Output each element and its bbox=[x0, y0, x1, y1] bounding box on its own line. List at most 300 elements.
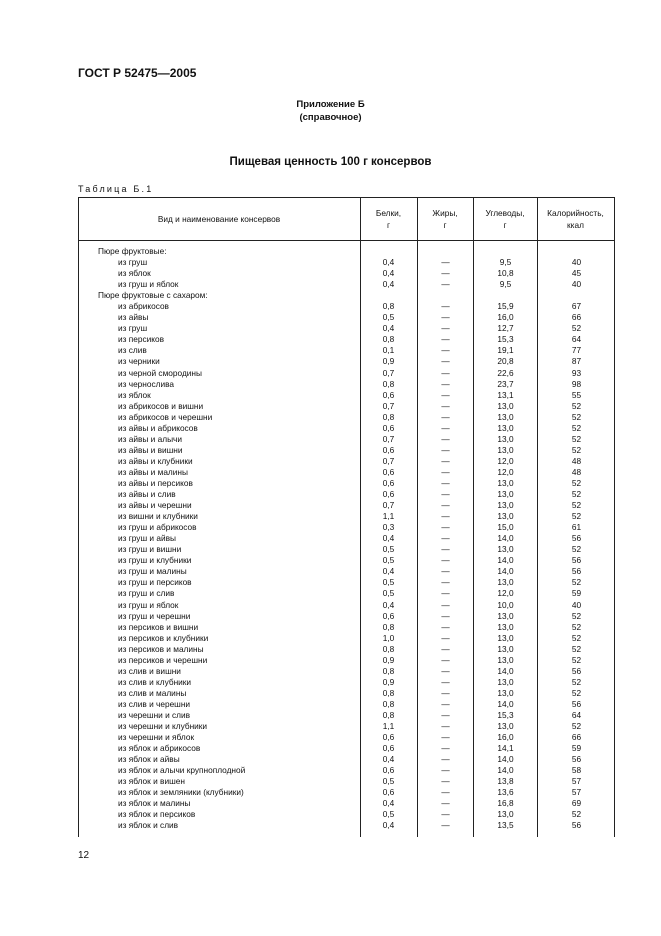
table-row bbox=[78, 456, 615, 467]
calories-value: 67 bbox=[571, 301, 582, 312]
calories-value: 66 bbox=[571, 732, 582, 743]
carbs-value: 16,0 bbox=[497, 732, 514, 743]
carbs-value: 23,7 bbox=[497, 378, 514, 389]
header-divider bbox=[78, 240, 615, 241]
product-name: из груш и яблок bbox=[118, 599, 179, 610]
table-label: Таблица Б.1 bbox=[78, 184, 154, 194]
table-row bbox=[78, 390, 615, 401]
product-name: из персиков и черешни bbox=[118, 654, 208, 665]
fat-value: — bbox=[441, 511, 450, 522]
protein-value: 0,1 bbox=[382, 345, 395, 356]
table-row bbox=[78, 478, 615, 489]
protein-value: 0,7 bbox=[382, 500, 395, 511]
fat-value: — bbox=[441, 367, 450, 378]
fat-value: — bbox=[441, 466, 450, 477]
product-name: из абрикосов и черешни bbox=[118, 411, 213, 422]
fat-value: — bbox=[441, 820, 450, 831]
calories-value: 61 bbox=[571, 522, 582, 533]
table-row bbox=[78, 820, 615, 831]
product-name: из груш и клубники bbox=[118, 555, 192, 566]
header-protein-unit: г bbox=[386, 219, 390, 230]
table-row bbox=[78, 566, 615, 577]
table-row bbox=[78, 412, 615, 423]
table-row bbox=[78, 511, 615, 522]
fat-value: — bbox=[441, 489, 450, 500]
table-row bbox=[78, 368, 615, 379]
product-name: из яблок и абрикосов bbox=[118, 743, 201, 754]
carbs-value: 12,0 bbox=[497, 455, 514, 466]
group-row bbox=[78, 290, 615, 301]
product-name: из айвы и малины bbox=[118, 466, 188, 477]
fat-value: — bbox=[441, 665, 450, 676]
product-name: из яблок и айвы bbox=[118, 754, 180, 765]
fat-value: — bbox=[441, 577, 450, 588]
product-name: из груш и слив bbox=[118, 588, 175, 599]
protein-value: 0,8 bbox=[382, 621, 395, 632]
product-name: из чернослива bbox=[118, 378, 175, 389]
fat-value: — bbox=[441, 566, 450, 577]
product-name: из черники bbox=[118, 356, 160, 367]
product-name: из абрикосов bbox=[118, 301, 169, 312]
header-carbs-label: Углеводы, bbox=[485, 207, 525, 218]
header-calories bbox=[537, 197, 614, 240]
fat-value: — bbox=[441, 477, 450, 488]
table-row bbox=[78, 533, 615, 544]
product-name: из айвы и абрикосов bbox=[118, 422, 198, 433]
product-name: из яблок и алычи крупноплодной bbox=[118, 765, 246, 776]
protein-value: 0,3 bbox=[382, 522, 395, 533]
product-name: из персиков и малины bbox=[118, 643, 204, 654]
protein-value: 0,8 bbox=[382, 665, 395, 676]
calories-value: 52 bbox=[571, 444, 582, 455]
protein-value: 0,4 bbox=[382, 257, 395, 268]
header-protein bbox=[360, 197, 417, 240]
calories-value: 58 bbox=[571, 765, 582, 776]
protein-value: 0,8 bbox=[382, 709, 395, 720]
fat-value: — bbox=[441, 356, 450, 367]
product-name: из груш и яблок bbox=[118, 279, 179, 290]
table-caption: Пищевая ценность 100 г консервов bbox=[229, 156, 432, 168]
fat-value: — bbox=[441, 654, 450, 665]
fat-value: — bbox=[441, 455, 450, 466]
protein-value: 0,8 bbox=[382, 411, 395, 422]
table-row bbox=[78, 622, 615, 633]
protein-value: 0,4 bbox=[382, 798, 395, 809]
carbs-value: 13,0 bbox=[497, 411, 514, 422]
product-name: из абрикосов и вишни bbox=[118, 400, 204, 411]
table-row bbox=[78, 445, 615, 456]
table-row bbox=[78, 776, 615, 787]
calories-value: 48 bbox=[571, 455, 582, 466]
protein-value: 0,5 bbox=[382, 312, 395, 323]
protein-value: 0,6 bbox=[382, 610, 395, 621]
protein-value: 0,8 bbox=[382, 698, 395, 709]
product-name: из черной смородины bbox=[118, 367, 202, 378]
table-row bbox=[78, 312, 615, 323]
product-name: из яблок и вишен bbox=[118, 776, 185, 787]
fat-value: — bbox=[441, 743, 450, 754]
calories-value: 55 bbox=[571, 389, 582, 400]
carbs-value: 13,0 bbox=[497, 500, 514, 511]
carbs-value: 15,3 bbox=[497, 709, 514, 720]
calories-value: 52 bbox=[571, 433, 582, 444]
protein-value: 0,9 bbox=[382, 676, 395, 687]
calories-value: 40 bbox=[571, 257, 582, 268]
header-name: Вид и наименование консервов bbox=[157, 213, 281, 224]
fat-value: — bbox=[441, 599, 450, 610]
protein-value: 0,7 bbox=[382, 455, 395, 466]
product-name: из слив и малины bbox=[118, 687, 187, 698]
fat-value: — bbox=[441, 257, 450, 268]
carbs-value: 10,0 bbox=[497, 599, 514, 610]
page-number: 12 bbox=[78, 850, 90, 861]
carbs-value: 13,0 bbox=[497, 643, 514, 654]
product-name: из яблок и малины bbox=[118, 798, 191, 809]
product-name: из груш bbox=[118, 323, 148, 334]
fat-value: — bbox=[441, 588, 450, 599]
carbs-value: 16,0 bbox=[497, 312, 514, 323]
fat-value: — bbox=[441, 323, 450, 334]
table-row bbox=[78, 633, 615, 644]
fat-value: — bbox=[441, 776, 450, 787]
carbs-value: 15,9 bbox=[497, 301, 514, 312]
header-calories-label: Калорийность, bbox=[547, 207, 604, 218]
calories-value: 52 bbox=[571, 544, 582, 555]
fat-value: — bbox=[441, 709, 450, 720]
product-name: из груш bbox=[118, 257, 148, 268]
calories-value: 52 bbox=[571, 809, 582, 820]
product-name: из слив и черешни bbox=[118, 698, 191, 709]
calories-value: 64 bbox=[571, 709, 582, 720]
carbs-value: 13,0 bbox=[497, 433, 514, 444]
fat-value: — bbox=[441, 721, 450, 732]
calories-value: 59 bbox=[571, 588, 582, 599]
carbs-value: 13,0 bbox=[497, 400, 514, 411]
table-row bbox=[78, 401, 615, 412]
header-fat-unit: г bbox=[443, 219, 447, 230]
fat-value: — bbox=[441, 787, 450, 798]
calories-value: 52 bbox=[571, 422, 582, 433]
product-name: из черешни и клубники bbox=[118, 721, 208, 732]
fat-value: — bbox=[441, 301, 450, 312]
carbs-value: 12,7 bbox=[497, 323, 514, 334]
protein-value: 0,8 bbox=[382, 687, 395, 698]
table-row bbox=[78, 257, 615, 268]
protein-value: 0,8 bbox=[382, 334, 395, 345]
calories-value: 40 bbox=[571, 279, 582, 290]
fat-value: — bbox=[441, 334, 450, 345]
table-row bbox=[78, 544, 615, 555]
carbs-value: 13,0 bbox=[497, 511, 514, 522]
product-name: из айвы и черешни bbox=[118, 500, 192, 511]
carbs-value: 13,1 bbox=[497, 389, 514, 400]
table-row bbox=[78, 721, 615, 732]
fat-value: — bbox=[441, 500, 450, 511]
carbs-value: 13,0 bbox=[497, 489, 514, 500]
protein-value: 0,6 bbox=[382, 743, 395, 754]
calories-value: 77 bbox=[571, 345, 582, 356]
calories-value: 52 bbox=[571, 511, 582, 522]
fat-value: — bbox=[441, 422, 450, 433]
product-name: из персиков bbox=[118, 334, 164, 345]
calories-value: 52 bbox=[571, 500, 582, 511]
protein-value: 0,4 bbox=[382, 268, 395, 279]
calories-value: 52 bbox=[571, 400, 582, 411]
protein-value: 0,5 bbox=[382, 809, 395, 820]
table-row bbox=[78, 743, 615, 754]
table-row bbox=[78, 279, 615, 290]
fat-value: — bbox=[441, 632, 450, 643]
protein-value: 0,4 bbox=[382, 599, 395, 610]
fat-value: — bbox=[441, 389, 450, 400]
calories-value: 56 bbox=[571, 533, 582, 544]
calories-value: 52 bbox=[571, 643, 582, 654]
table-row bbox=[78, 323, 615, 334]
table-row bbox=[78, 809, 615, 820]
product-name: из айвы и вишни bbox=[118, 444, 183, 455]
table-row bbox=[78, 644, 615, 655]
product-name: Пюре фруктовые с сахаром: bbox=[98, 290, 208, 301]
carbs-value: 20,8 bbox=[497, 356, 514, 367]
calories-value: 56 bbox=[571, 665, 582, 676]
protein-value: 0,4 bbox=[382, 533, 395, 544]
protein-value: 0,4 bbox=[382, 754, 395, 765]
calories-value: 59 bbox=[571, 743, 582, 754]
table-row bbox=[78, 600, 615, 611]
calories-value: 52 bbox=[571, 577, 582, 588]
protein-value: 0,8 bbox=[382, 643, 395, 654]
table-row bbox=[78, 379, 615, 390]
header-carbs bbox=[473, 197, 537, 240]
product-name: из черешни и яблок bbox=[118, 732, 195, 743]
product-name: из яблок bbox=[118, 389, 151, 400]
protein-value: 0,8 bbox=[382, 301, 395, 312]
fat-value: — bbox=[441, 345, 450, 356]
protein-value: 0,7 bbox=[382, 400, 395, 411]
protein-value: 0,6 bbox=[382, 477, 395, 488]
fat-value: — bbox=[441, 732, 450, 743]
product-name: из груш и персиков bbox=[118, 577, 192, 588]
fat-value: — bbox=[441, 555, 450, 566]
table-row bbox=[78, 555, 615, 566]
calories-value: 52 bbox=[571, 621, 582, 632]
protein-value: 0,9 bbox=[382, 654, 395, 665]
protein-value: 0,6 bbox=[382, 422, 395, 433]
protein-value: 0,4 bbox=[382, 820, 395, 831]
carbs-value: 13,0 bbox=[497, 610, 514, 621]
carbs-value: 13,0 bbox=[497, 621, 514, 632]
fat-value: — bbox=[441, 676, 450, 687]
fat-value: — bbox=[441, 279, 450, 290]
carbs-value: 13,5 bbox=[497, 820, 514, 831]
calories-value: 45 bbox=[571, 268, 582, 279]
fat-value: — bbox=[441, 444, 450, 455]
product-name: из айвы и персиков bbox=[118, 477, 193, 488]
product-name: из груш и черешни bbox=[118, 610, 191, 621]
calories-value: 66 bbox=[571, 312, 582, 323]
table-row bbox=[78, 611, 615, 622]
calories-value: 52 bbox=[571, 323, 582, 334]
header-protein-label: Белки, bbox=[375, 207, 402, 218]
product-name: из айвы bbox=[118, 312, 149, 323]
product-name: из айвы и алычи bbox=[118, 433, 182, 444]
table-row bbox=[78, 467, 615, 478]
table-row bbox=[78, 588, 615, 599]
table-row bbox=[78, 522, 615, 533]
fat-value: — bbox=[441, 400, 450, 411]
carbs-value: 13,0 bbox=[497, 632, 514, 643]
protein-value: 0,6 bbox=[382, 389, 395, 400]
fat-value: — bbox=[441, 533, 450, 544]
protein-value: 0,6 bbox=[382, 489, 395, 500]
product-name: из груш и вишни bbox=[118, 544, 182, 555]
carbs-value: 13,0 bbox=[497, 721, 514, 732]
table-row bbox=[78, 301, 615, 312]
calories-value: 52 bbox=[571, 477, 582, 488]
header-carbs-unit: г bbox=[503, 219, 507, 230]
protein-value: 0,6 bbox=[382, 765, 395, 776]
calories-value: 52 bbox=[571, 654, 582, 665]
fat-value: — bbox=[441, 411, 450, 422]
carbs-value: 13,6 bbox=[497, 787, 514, 798]
fat-value: — bbox=[441, 522, 450, 533]
product-name: из слив bbox=[118, 345, 147, 356]
nutrition-table bbox=[78, 197, 615, 837]
header-calories-unit: ккал bbox=[567, 219, 584, 230]
fat-value: — bbox=[441, 433, 450, 444]
calories-value: 87 bbox=[571, 356, 582, 367]
table-row bbox=[78, 489, 615, 500]
fat-value: — bbox=[441, 378, 450, 389]
calories-value: 57 bbox=[571, 787, 582, 798]
header-fat bbox=[417, 197, 473, 240]
group-row bbox=[78, 246, 615, 257]
appendix-heading bbox=[0, 98, 661, 124]
protein-value: 0,6 bbox=[382, 466, 395, 477]
product-name: Пюре фруктовые: bbox=[98, 246, 167, 256]
standard-header: ГОСТ Р 52475—2005 bbox=[78, 66, 197, 80]
carbs-value: 14,0 bbox=[497, 765, 514, 776]
carbs-value: 13,0 bbox=[497, 422, 514, 433]
table-row bbox=[78, 754, 615, 765]
fat-value: — bbox=[441, 544, 450, 555]
carbs-value: 13,0 bbox=[497, 687, 514, 698]
protein-value: 0,5 bbox=[382, 577, 395, 588]
header-fat-label: Жиры, bbox=[432, 207, 458, 218]
carbs-value: 10,8 bbox=[497, 268, 514, 279]
calories-value: 57 bbox=[571, 776, 582, 787]
calories-value: 93 bbox=[571, 367, 582, 378]
protein-value: 1,0 bbox=[382, 632, 395, 643]
product-name: из груш и айвы bbox=[118, 533, 176, 544]
table-row bbox=[78, 765, 615, 776]
carbs-value: 13,0 bbox=[497, 444, 514, 455]
product-name: из вишни и клубники bbox=[118, 511, 198, 522]
carbs-value: 13,0 bbox=[497, 654, 514, 665]
protein-value: 0,4 bbox=[382, 566, 395, 577]
carbs-value: 16,8 bbox=[497, 798, 514, 809]
carbs-value: 9,5 bbox=[499, 257, 512, 268]
calories-value: 52 bbox=[571, 721, 582, 732]
fat-value: — bbox=[441, 621, 450, 632]
product-name: из персиков и клубники bbox=[118, 632, 209, 643]
table-row bbox=[78, 345, 615, 356]
protein-value: 0,5 bbox=[382, 544, 395, 555]
fat-value: — bbox=[441, 765, 450, 776]
table-row bbox=[78, 699, 615, 710]
carbs-value: 13,0 bbox=[497, 477, 514, 488]
calories-value: 40 bbox=[571, 599, 582, 610]
fat-value: — bbox=[441, 268, 450, 279]
product-name: из яблок и земляники (клубники) bbox=[118, 787, 244, 798]
product-name: из слив и клубники bbox=[118, 676, 192, 687]
carbs-value: 14,0 bbox=[497, 566, 514, 577]
product-name: из айвы и слив bbox=[118, 489, 176, 500]
fat-value: — bbox=[441, 687, 450, 698]
calories-value: 52 bbox=[571, 489, 582, 500]
carbs-value: 13,0 bbox=[497, 577, 514, 588]
protein-value: 0,5 bbox=[382, 776, 395, 787]
protein-value: 0,7 bbox=[382, 367, 395, 378]
carbs-value: 19,1 bbox=[497, 345, 514, 356]
table-row bbox=[78, 688, 615, 699]
carbs-value: 14,0 bbox=[497, 555, 514, 566]
table-row bbox=[78, 655, 615, 666]
product-name: из персиков и вишни bbox=[118, 621, 199, 632]
carbs-value: 15,3 bbox=[497, 334, 514, 345]
calories-value: 56 bbox=[571, 566, 582, 577]
protein-value: 0,5 bbox=[382, 555, 395, 566]
carbs-value: 14,1 bbox=[497, 743, 514, 754]
calories-value: 52 bbox=[571, 610, 582, 621]
calories-value: 56 bbox=[571, 698, 582, 709]
protein-value: 0,8 bbox=[382, 378, 395, 389]
table-row bbox=[78, 666, 615, 677]
protein-value: 0,6 bbox=[382, 444, 395, 455]
table-row bbox=[78, 268, 615, 279]
calories-value: 98 bbox=[571, 378, 582, 389]
protein-value: 0,5 bbox=[382, 588, 395, 599]
protein-value: 0,7 bbox=[382, 433, 395, 444]
product-name: из яблок bbox=[118, 268, 151, 279]
carbs-value: 14,0 bbox=[497, 698, 514, 709]
calories-value: 52 bbox=[571, 632, 582, 643]
table-row bbox=[78, 732, 615, 743]
table-row bbox=[78, 423, 615, 434]
calories-value: 56 bbox=[571, 754, 582, 765]
calories-value: 52 bbox=[571, 687, 582, 698]
table-row bbox=[78, 710, 615, 721]
carbs-value: 22,6 bbox=[497, 367, 514, 378]
fat-value: — bbox=[441, 610, 450, 621]
appendix-title: Приложение Б bbox=[296, 99, 365, 110]
protein-value: 0,6 bbox=[382, 732, 395, 743]
calories-value: 52 bbox=[571, 411, 582, 422]
fat-value: — bbox=[441, 754, 450, 765]
carbs-value: 13,0 bbox=[497, 676, 514, 687]
table-row bbox=[78, 577, 615, 588]
product-name: из айвы и клубники bbox=[118, 455, 193, 466]
calories-value: 56 bbox=[571, 555, 582, 566]
carbs-value: 14,0 bbox=[497, 665, 514, 676]
carbs-value: 13,0 bbox=[497, 809, 514, 820]
table-row bbox=[78, 356, 615, 367]
table-row bbox=[78, 798, 615, 809]
carbs-value: 13,8 bbox=[497, 776, 514, 787]
carbs-value: 12,0 bbox=[497, 466, 514, 477]
table-row bbox=[78, 787, 615, 798]
calories-value: 69 bbox=[571, 798, 582, 809]
